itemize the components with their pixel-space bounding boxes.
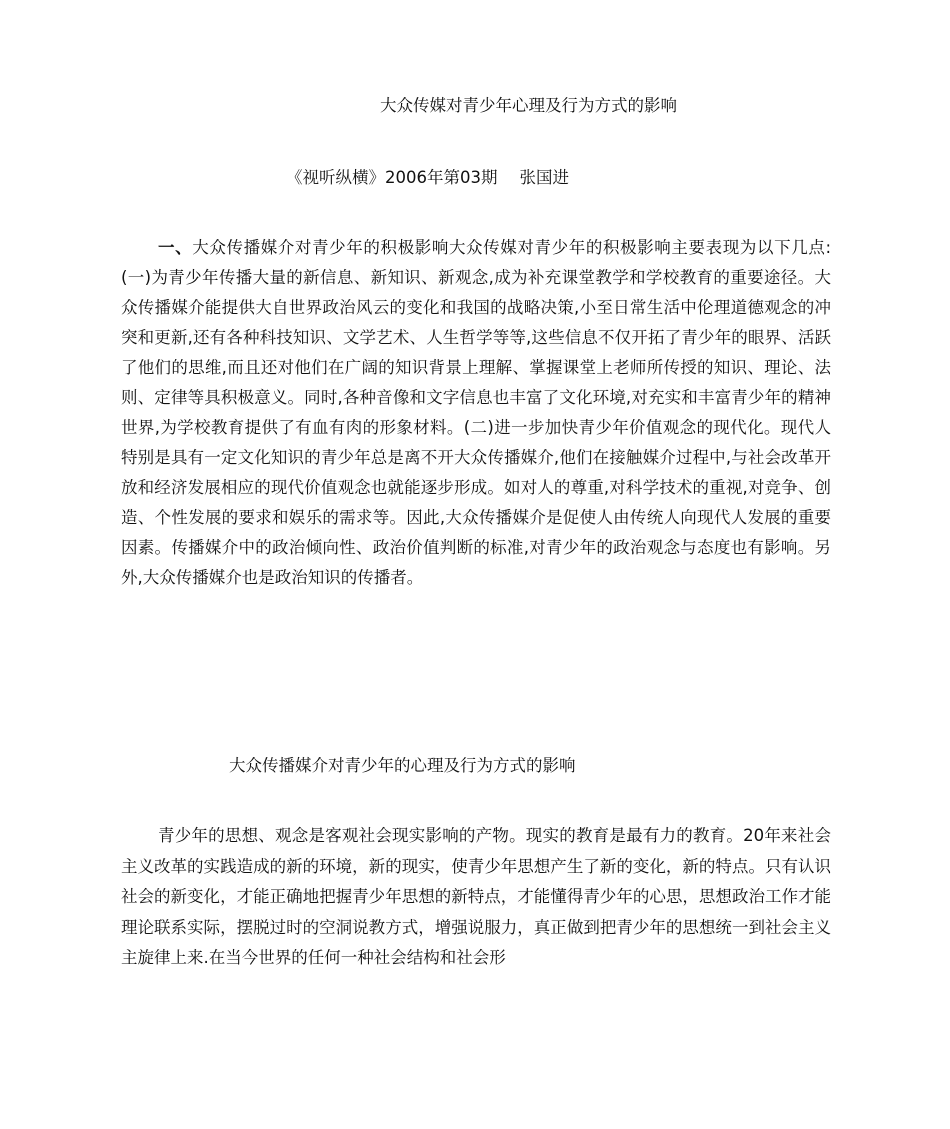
section1-lead: 一、 (158, 238, 193, 257)
source-journal: 《视听纵横》2006年第03期 (286, 168, 498, 187)
section1-text: 大众传播媒介对青少年的积极影响大众传媒对青少年的积极影响主要表现为以下几点:(一)为青少年传播大量的新信息、新知识、新观念,成为补充课堂教学和学校教育的重要途径。大众传播媒介能提供大自世界政治风云的变化和我国的战略决策,小至日常生活中伦理道德观念的冲突和更新,还有各种科技知识、文学艺术、人生哲学等等,这些信息不仅开拓了青少年的眼界、活跃了他们的思维,而且还对他们在广阔的知识背景上理解、掌握课堂上老师所传授的知识、理论、法则、定律等具积极意义。同时,各种音像和文字信息也丰富了文化环境,对充实和丰富青少年的精神世界,为学校教育提供了有血有肉的形象材料。(二)进一步加快青少年价值观念的现代化。现代人特别是具有一定文化知识的青少年总是离不开大众传播媒介,他们在接触媒介过程中,与社会改革开放和经济发展相应的现代价值观念也就能逐步形成。如对人的尊重,对科学技术的重视,对竞争、创造、个性发展的要求和娱乐的需求等。因此,大众传播媒介是促使人由传统人向现代人发展的重要因素。传播媒介中的政治倾向性、政治价值判断的标准,对青少年的政治观念与态度也有影响。另外,大众传播媒介也是政治知识的传播者。 (121, 238, 832, 587)
section2-paragraph (121, 821, 831, 974)
section1-paragraph (121, 233, 831, 593)
section-subtitle: 大众传播媒介对青少年的心理及行为方式的影响 (229, 756, 576, 775)
document-title: 大众传媒对青少年心理及行为方式的影响 (380, 96, 677, 115)
section2-text: 青少年的思想、观念是客观社会现实影响的产物。现实的教育是最有力的教育。20年来社会主义改革的实践造成的新的环境，新的现实，使青少年思想产生了新的变化，新的特点。只有认识社会的新变化，才能正确地把握青少年思想的新特点，才能懂得青少年的心思，思想政治工作才能理论联系实际，摆脱过时的空洞说教方式，增强说服力，真正做到把青少年的思想统一到社会主义主旋律上来.在当今世界的任何一种社会结构和社会形 (121, 826, 831, 967)
document-source (286, 166, 569, 190)
source-author: 张国进 (519, 168, 569, 187)
